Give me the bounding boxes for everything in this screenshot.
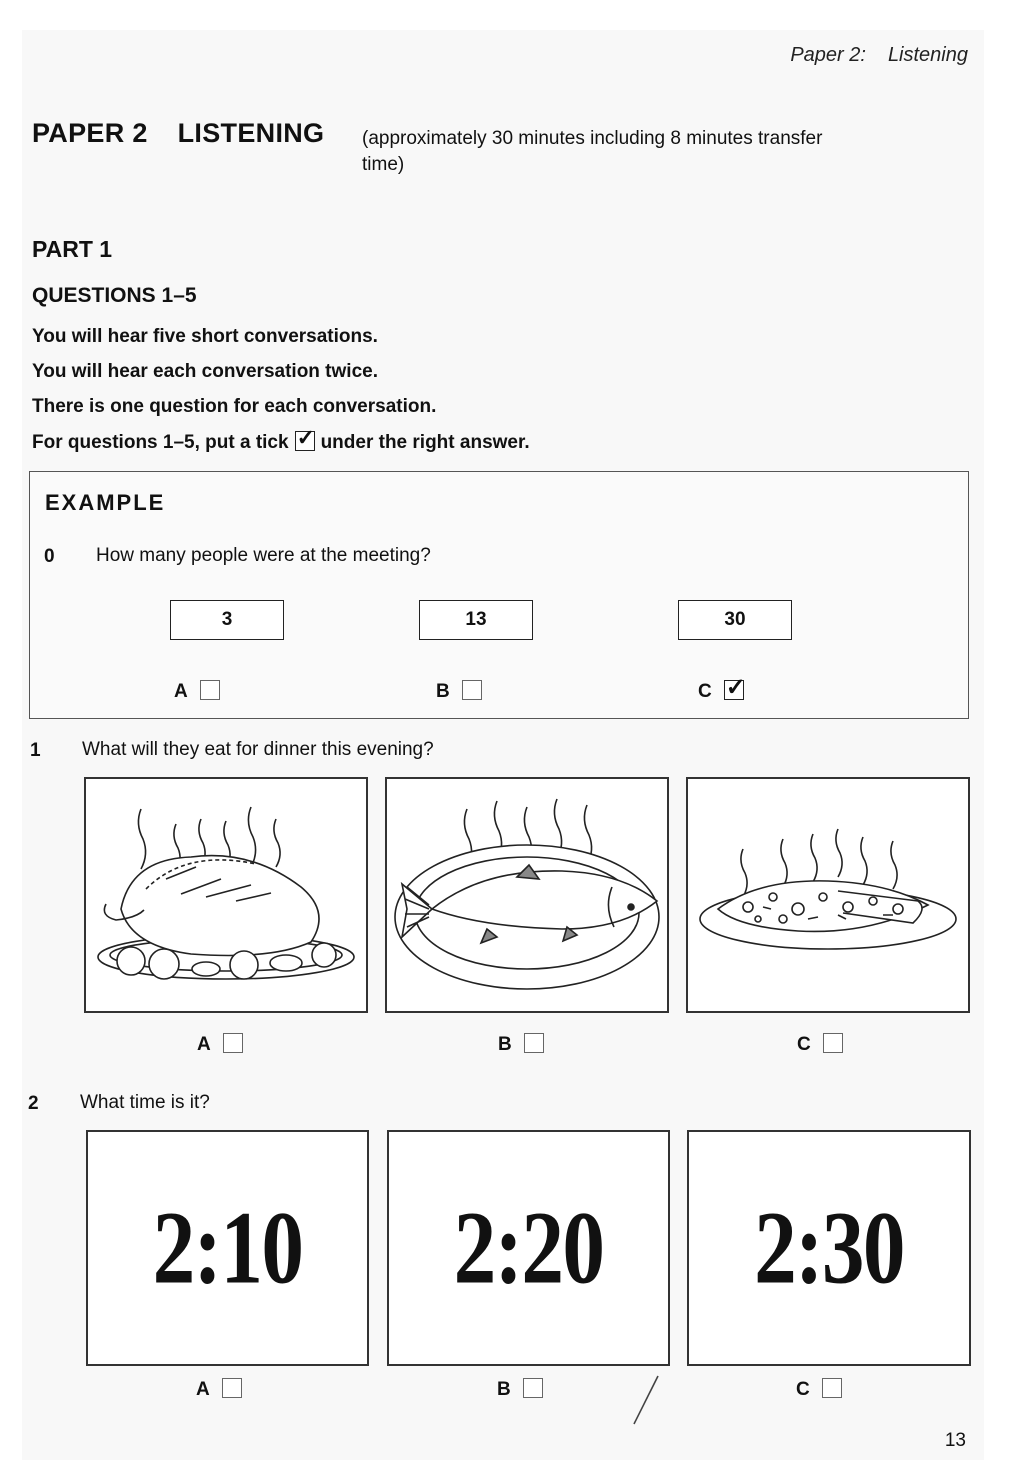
- answer-checkbox-icon[interactable]: [524, 1033, 544, 1053]
- tick-sample-icon: [295, 431, 315, 451]
- answer-checkbox-icon[interactable]: [823, 1033, 843, 1053]
- running-header-paper: Paper 2:: [790, 44, 866, 66]
- answer-checkbox-icon[interactable]: [200, 680, 220, 700]
- instruction-line-4: [32, 431, 530, 454]
- example-option-c: [698, 680, 744, 703]
- roast-chicken-icon: [86, 779, 366, 1011]
- q1-question: What will they eat for dinner this evening?: [82, 739, 434, 760]
- part-heading: PART 1: [32, 236, 113, 262]
- ticked-checkbox-icon[interactable]: [724, 680, 744, 700]
- q2-option-a: [196, 1378, 242, 1401]
- option-letter: B: [498, 1034, 512, 1055]
- q1-picture-c: [686, 777, 970, 1013]
- option-letter: B: [436, 681, 450, 702]
- pencil-mark-icon: [628, 1372, 662, 1428]
- q1-number: 1: [30, 740, 41, 761]
- option-letter: A: [196, 1379, 210, 1400]
- answer-checkbox-icon[interactable]: [822, 1378, 842, 1398]
- answer-checkbox-icon[interactable]: [523, 1378, 543, 1398]
- questions-heading: QUESTIONS 1–5: [32, 284, 197, 307]
- title-paper: PAPER 2: [32, 118, 148, 148]
- answer-checkbox-icon[interactable]: [462, 680, 482, 700]
- answer-checkbox-icon[interactable]: [223, 1033, 243, 1053]
- option-letter: C: [797, 1034, 811, 1055]
- running-header: [790, 44, 968, 67]
- instruction-line-3: There is one question for each conversation.: [32, 396, 437, 417]
- q2-picture-b: [387, 1130, 670, 1366]
- tick-instruction-after: under the right answer.: [320, 432, 530, 453]
- running-header-section: Listening: [887, 44, 968, 66]
- instruction-line-1: You will hear five short conversations.: [32, 326, 378, 347]
- instruction-line-2: You will hear each conversation twice.: [32, 361, 378, 382]
- q2-number: 2: [28, 1093, 39, 1114]
- title-section: LISTENING: [177, 118, 325, 148]
- option-letter: B: [497, 1379, 511, 1400]
- example-value-b: 13: [419, 600, 533, 640]
- example-option-b: [436, 680, 482, 703]
- answer-checkbox-icon[interactable]: [222, 1378, 242, 1398]
- q2-picture-a: [86, 1130, 369, 1366]
- example-question: How many people were at the meeting?: [96, 545, 431, 566]
- option-letter: C: [698, 681, 712, 702]
- q2-question: What time is it?: [80, 1092, 210, 1113]
- fish-icon: [387, 779, 667, 1011]
- option-letter: A: [174, 681, 188, 702]
- example-value-a: 3: [170, 600, 284, 640]
- page-title: [32, 118, 324, 149]
- title-note: (approximately 30 minutes including 8 minutes transfer time): [362, 128, 823, 175]
- tick-instruction-before: For questions 1–5, put a tick: [32, 432, 289, 453]
- option-letter: C: [796, 1379, 810, 1400]
- q2-option-c: [796, 1378, 842, 1401]
- q1-picture-a: [84, 777, 368, 1013]
- example-option-a: [174, 680, 220, 703]
- time-display-a: 2:10: [152, 1190, 303, 1306]
- q1-option-a: [197, 1033, 243, 1056]
- page-number: 13: [944, 1430, 966, 1451]
- time-display-b: 2:20: [453, 1190, 604, 1306]
- example-value-c: 30: [678, 600, 792, 640]
- time-display-c: 2:30: [754, 1190, 904, 1306]
- example-label: EXAMPLE: [45, 490, 166, 515]
- pizza-icon: [688, 779, 968, 1011]
- example-number: 0: [44, 546, 55, 567]
- q2-option-b: [497, 1378, 543, 1401]
- q2-picture-c: [687, 1130, 971, 1366]
- q1-picture-b: [385, 777, 669, 1013]
- option-letter: A: [197, 1034, 211, 1055]
- example-box: [29, 471, 969, 719]
- q1-option-c: [797, 1033, 843, 1056]
- q1-option-b: [498, 1033, 544, 1056]
